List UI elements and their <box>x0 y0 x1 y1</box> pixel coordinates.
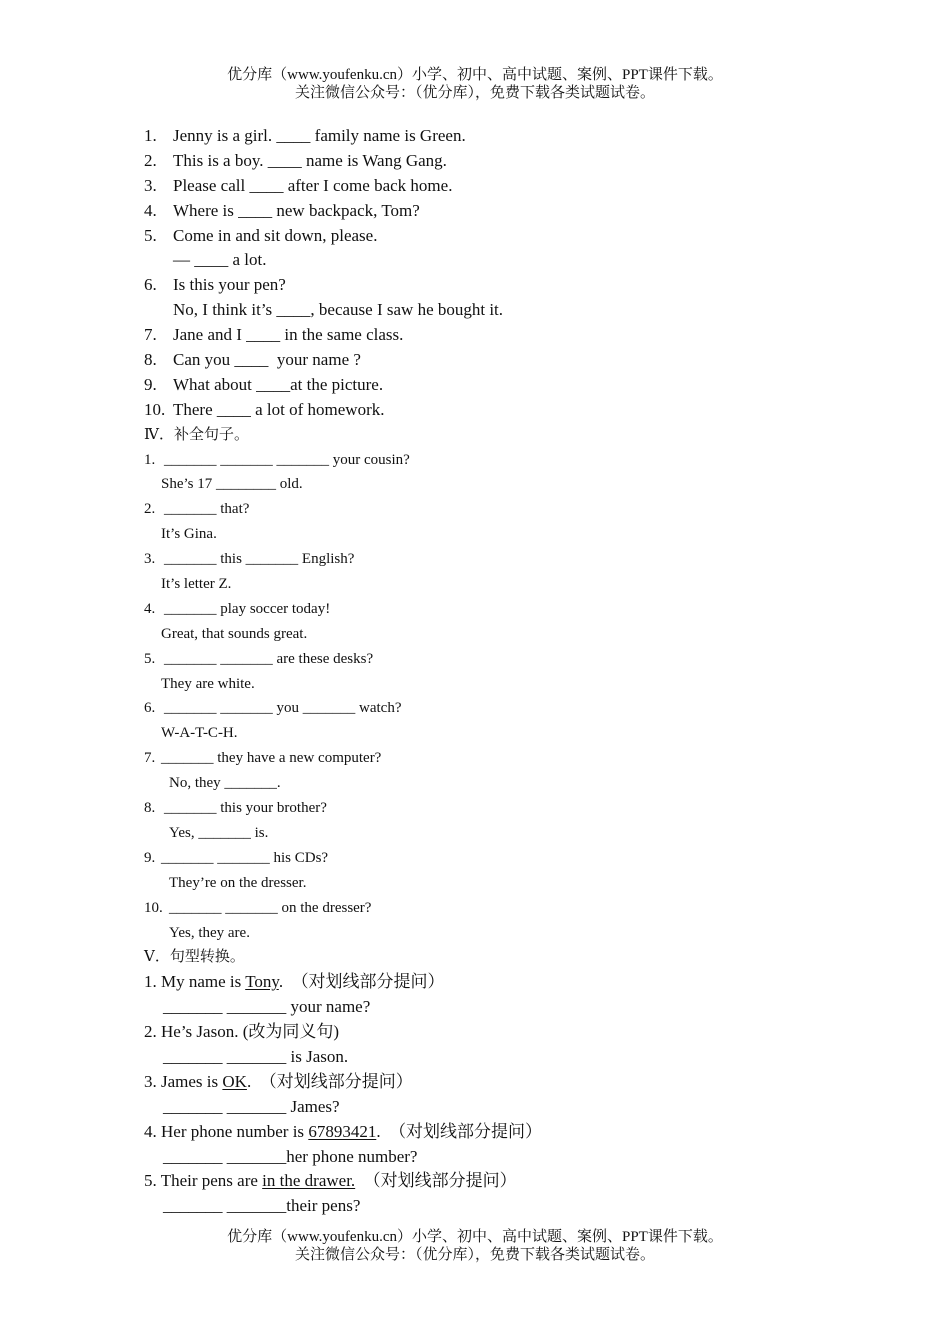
item-number: 10. <box>144 399 166 419</box>
item-number: 7. <box>144 750 156 767</box>
answer-text: W-A-T-C-H. <box>161 725 238 742</box>
answer-text: It’s letter Z. <box>161 576 232 593</box>
item-number: 8. <box>144 800 156 817</box>
reply-text: No, I think it’s ____, because I saw he bought it. <box>173 300 504 320</box>
answer-line: _______ _______their pens? <box>163 1196 361 1216</box>
part5-item <box>144 1169 904 1194</box>
part3-item <box>144 398 904 423</box>
question-text: _______ _______ his CDs? <box>161 849 329 866</box>
part3-item <box>144 273 904 298</box>
sentence-end: . （对划线部分提问） <box>278 972 445 992</box>
part4-answer <box>144 572 904 597</box>
part5-answer <box>144 1095 904 1120</box>
sentence-start: 1. My name is <box>144 972 246 992</box>
item-text: Come in and sit down, please. <box>173 225 378 245</box>
sentence-end: . （对划线部分提问） <box>246 1071 413 1091</box>
item-text: Where is ____ new backpack, Tom? <box>173 200 420 220</box>
part5-answer <box>144 1045 904 1070</box>
part3-item <box>144 149 904 174</box>
item-text: Jane and I ____ in the same class. <box>173 325 404 345</box>
answer-line: _______ _______ James? <box>163 1096 340 1116</box>
item-number: 6. <box>144 275 157 295</box>
item-number: 9. <box>144 374 157 394</box>
item-text: Jenny is a girl. ____ family name is Green. <box>173 126 466 145</box>
item-number: 3. <box>144 551 156 568</box>
item-sentence <box>144 1020 339 1045</box>
part4-question <box>144 547 904 572</box>
answer-text: They’re on the dresser. <box>169 874 307 891</box>
item-number: 10. <box>144 899 163 916</box>
item-sentence <box>144 970 445 995</box>
item-number: 5. <box>144 225 157 245</box>
question-text: _______ _______ are these desks? <box>164 650 374 667</box>
item-number: 8. <box>144 350 157 370</box>
item-number: 2. <box>144 150 157 170</box>
item-text: What about ____at the picture. <box>173 374 384 394</box>
footer-line-2: 关注微信公众号：（优分库），免费下载各类试题试卷。 <box>294 1247 655 1263</box>
sentence-end: （对划线部分提问） <box>355 1171 517 1191</box>
part3-item <box>144 224 904 249</box>
part4-answer <box>144 472 904 497</box>
part4-question <box>144 696 904 721</box>
answer-text: No, they _______. <box>169 775 281 792</box>
question-text: _______ _______ you _______ watch? <box>164 700 402 717</box>
part5-item <box>144 970 904 995</box>
part3-item <box>144 199 904 224</box>
sentence-start: 3. James is <box>144 1071 223 1091</box>
item-sentence <box>144 1169 517 1194</box>
part5-answer <box>144 1145 904 1170</box>
item-number: 7. <box>144 325 157 345</box>
item-number: 1. <box>144 451 156 468</box>
part3-item <box>144 373 904 398</box>
item-number: 6. <box>144 700 156 717</box>
part5-item <box>144 1070 904 1095</box>
part4-question <box>144 796 904 821</box>
answer-line: _______ _______her phone number? <box>163 1146 418 1166</box>
sentence-start: 4. Her phone number is <box>144 1121 309 1141</box>
part4-answer <box>144 871 904 896</box>
underlined-part: in the drawer. <box>262 1171 356 1191</box>
answer-text: Yes, they are. <box>169 924 250 941</box>
answer-line: _______ _______ is Jason. <box>163 1046 349 1066</box>
reply-text: — ____ a lot. <box>173 250 267 270</box>
part4-answer <box>144 522 904 547</box>
header-line-2: 关注微信公众号：（优分库），免费下载各类试题试卷。 <box>294 85 655 101</box>
part4-answer <box>144 821 904 846</box>
part5-answer <box>144 1194 904 1219</box>
part4-answer <box>144 921 904 946</box>
part4-question <box>144 497 904 522</box>
section-heading <box>144 423 904 448</box>
part4-answer <box>144 721 904 746</box>
answer-line: _______ _______ your name? <box>163 997 371 1017</box>
answer-text: Yes, _______ is. <box>169 824 269 841</box>
item-number: 9. <box>144 849 156 866</box>
item-text: There ____ a lot of homework. <box>173 399 385 419</box>
question-text: _______ _______ on the dresser? <box>169 899 372 916</box>
part4-question <box>144 896 904 921</box>
item-number: 3. <box>144 175 157 195</box>
sentence-end: . （对划线部分提问） <box>376 1121 543 1141</box>
answer-text: Great, that sounds great. <box>161 625 308 642</box>
answer-text: She’s 17 ________ old. <box>161 476 303 493</box>
part3-reply <box>144 298 904 323</box>
part3-item <box>144 124 904 149</box>
page-header <box>0 66 950 102</box>
part3-item <box>144 323 904 348</box>
part3-item <box>144 174 904 199</box>
part4-question <box>144 448 904 473</box>
footer-line-1: 优分库（www.youfenku.cn）小学、初中、高中试题、案例、PPT课件下载。 <box>227 1229 723 1245</box>
page-footer <box>0 1228 950 1264</box>
item-number: 1. <box>144 126 157 145</box>
question-text: _______ this your brother? <box>164 800 327 817</box>
question-text: _______ this _______ English? <box>164 551 355 568</box>
item-text: Is this your pen? <box>173 275 286 295</box>
section-heading <box>144 945 904 970</box>
sentence-start: 2. He’s Jason. (改为同义句) <box>144 1022 340 1042</box>
part4-question <box>144 597 904 622</box>
item-sentence <box>144 1120 542 1145</box>
part4-question <box>144 647 904 672</box>
item-number: 5. <box>144 650 156 667</box>
part4-title: Ⅳ．补全句子。 <box>144 426 249 443</box>
part4-answer <box>144 771 904 796</box>
part3-item <box>144 348 904 373</box>
item-text: Can you ____ your name ? <box>173 350 361 370</box>
item-number: 4. <box>144 200 157 220</box>
part4-answer <box>144 672 904 697</box>
question-text: _______ they have a new computer? <box>161 750 382 767</box>
item-text: This is a boy. ____ name is Wang Gang. <box>173 150 447 170</box>
header-line-1: 优分库（www.youfenku.cn）小学、初中、高中试题、案例、PPT课件下载。 <box>227 67 723 83</box>
item-number: 4. <box>144 600 156 617</box>
part5-title: Ⅴ．句型转换。 <box>144 949 245 966</box>
item-text: Please call ____ after I come back home. <box>173 175 453 195</box>
item-number: 2. <box>144 501 156 518</box>
underlined-part: 67893421 <box>308 1121 377 1141</box>
answer-text: It’s Gina. <box>161 526 217 543</box>
part4-question <box>144 846 904 871</box>
question-text: _______ play soccer today! <box>164 600 331 617</box>
part5-item <box>144 1120 904 1145</box>
item-sentence <box>144 1070 413 1095</box>
sentence-start: 5. Their pens are <box>144 1171 263 1191</box>
question-text: _______ _______ _______ your cousin? <box>164 451 410 468</box>
underlined-part: Tony <box>245 972 279 992</box>
part5-item <box>144 1020 904 1045</box>
underlined-part: OK <box>222 1071 247 1091</box>
part5-answer <box>144 995 904 1020</box>
part4-answer <box>144 622 904 647</box>
worksheet-content <box>144 124 904 1219</box>
question-text: _______ that? <box>164 501 250 518</box>
part3-reply <box>144 248 904 273</box>
answer-text: They are white. <box>161 675 255 692</box>
part4-question <box>144 746 904 771</box>
